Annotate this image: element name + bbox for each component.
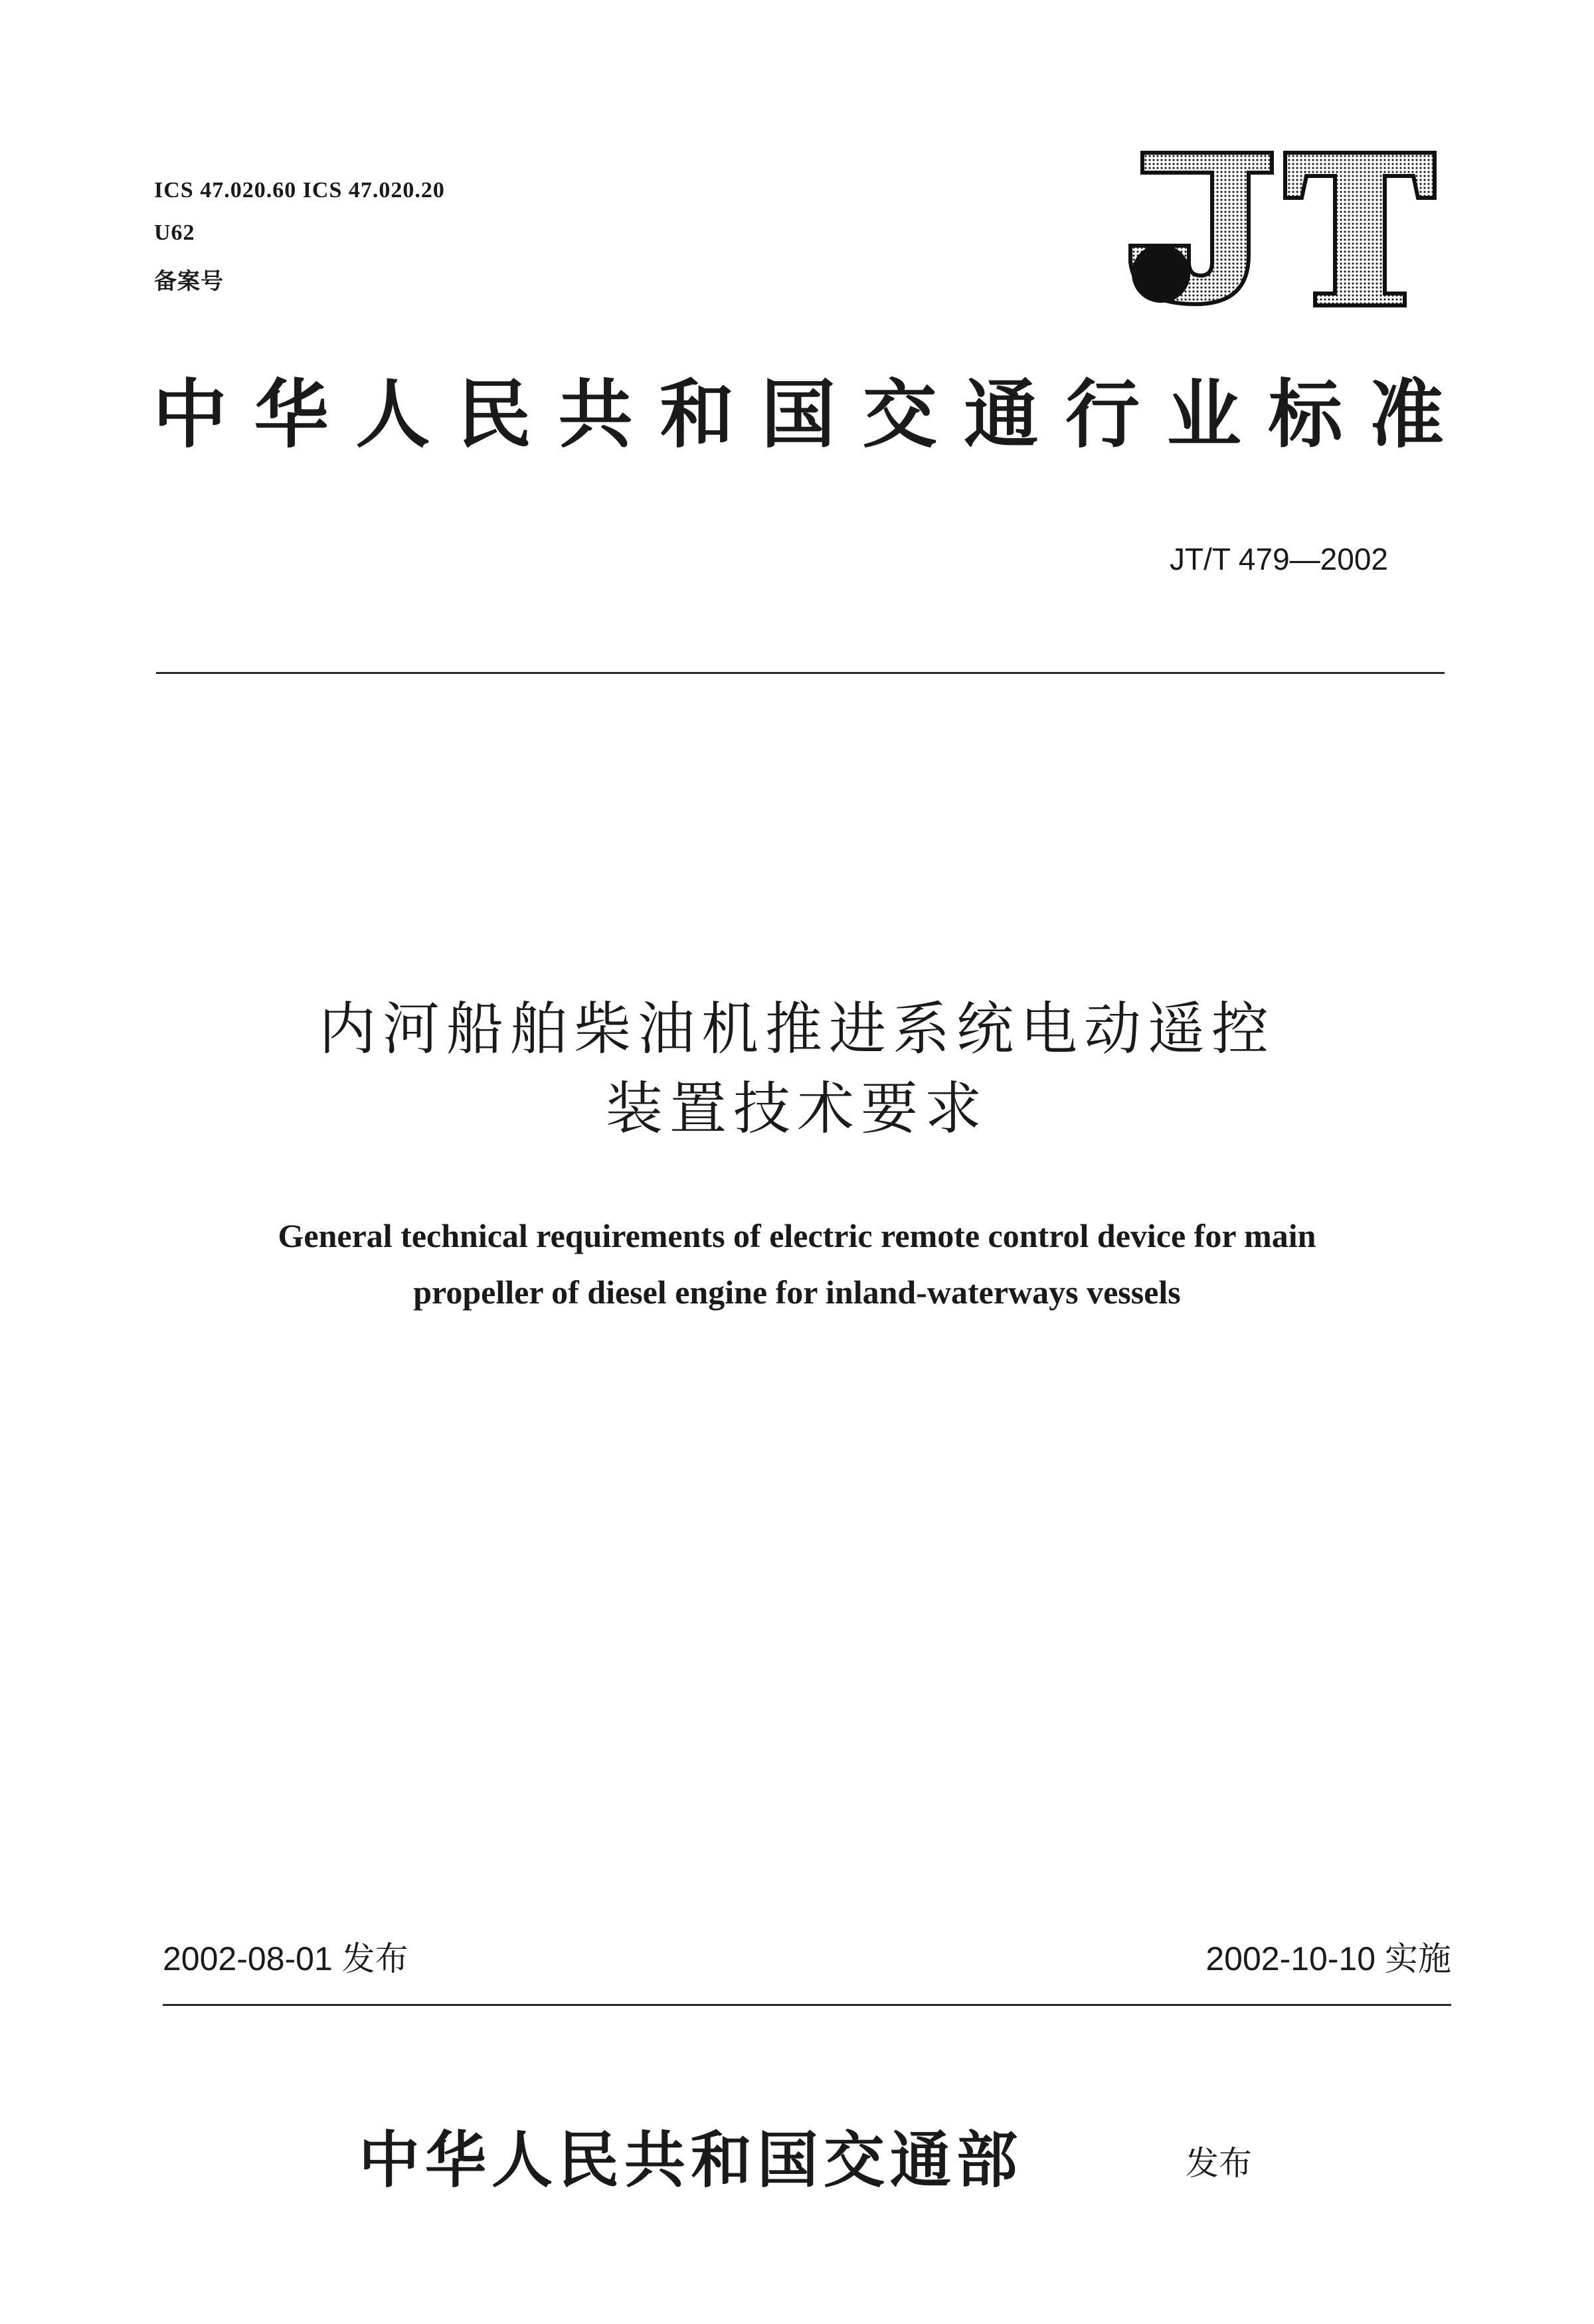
ics-codes: ICS 47.020.60 ICS 47.020.20 bbox=[154, 178, 445, 203]
document-title-en-line1: General technical requirements of electric remote control device for main bbox=[278, 1217, 1316, 1254]
ccs-code: U62 bbox=[154, 220, 195, 245]
issue-date: 2002-08-01 发布 bbox=[163, 1940, 408, 1977]
header-divider bbox=[156, 672, 1445, 674]
standard-category-title: 中华人民共和国交通行业标准 bbox=[153, 371, 1448, 458]
implementation-date: 2002-10-10 实施 bbox=[1205, 1940, 1451, 1977]
issuing-authority-suffix: 发布 bbox=[1186, 2144, 1252, 2183]
jt-logo bbox=[1116, 146, 1441, 312]
document-title-en-line2: propeller of diesel engine for inland-waterways vessels bbox=[413, 1274, 1181, 1311]
document-title-cn-line1: 内河船舶柴油机推进系统电动遥控 bbox=[319, 996, 1275, 1062]
standard-number: JT/T 479—2002 bbox=[1169, 542, 1388, 576]
footer-divider bbox=[163, 2004, 1451, 2006]
document-title-cn-line2: 装置技术要求 bbox=[606, 1076, 988, 1142]
filing-number-label: 备案号 bbox=[154, 268, 224, 295]
issuing-authority: 中华人民共和国交通部 bbox=[359, 2124, 1023, 2196]
